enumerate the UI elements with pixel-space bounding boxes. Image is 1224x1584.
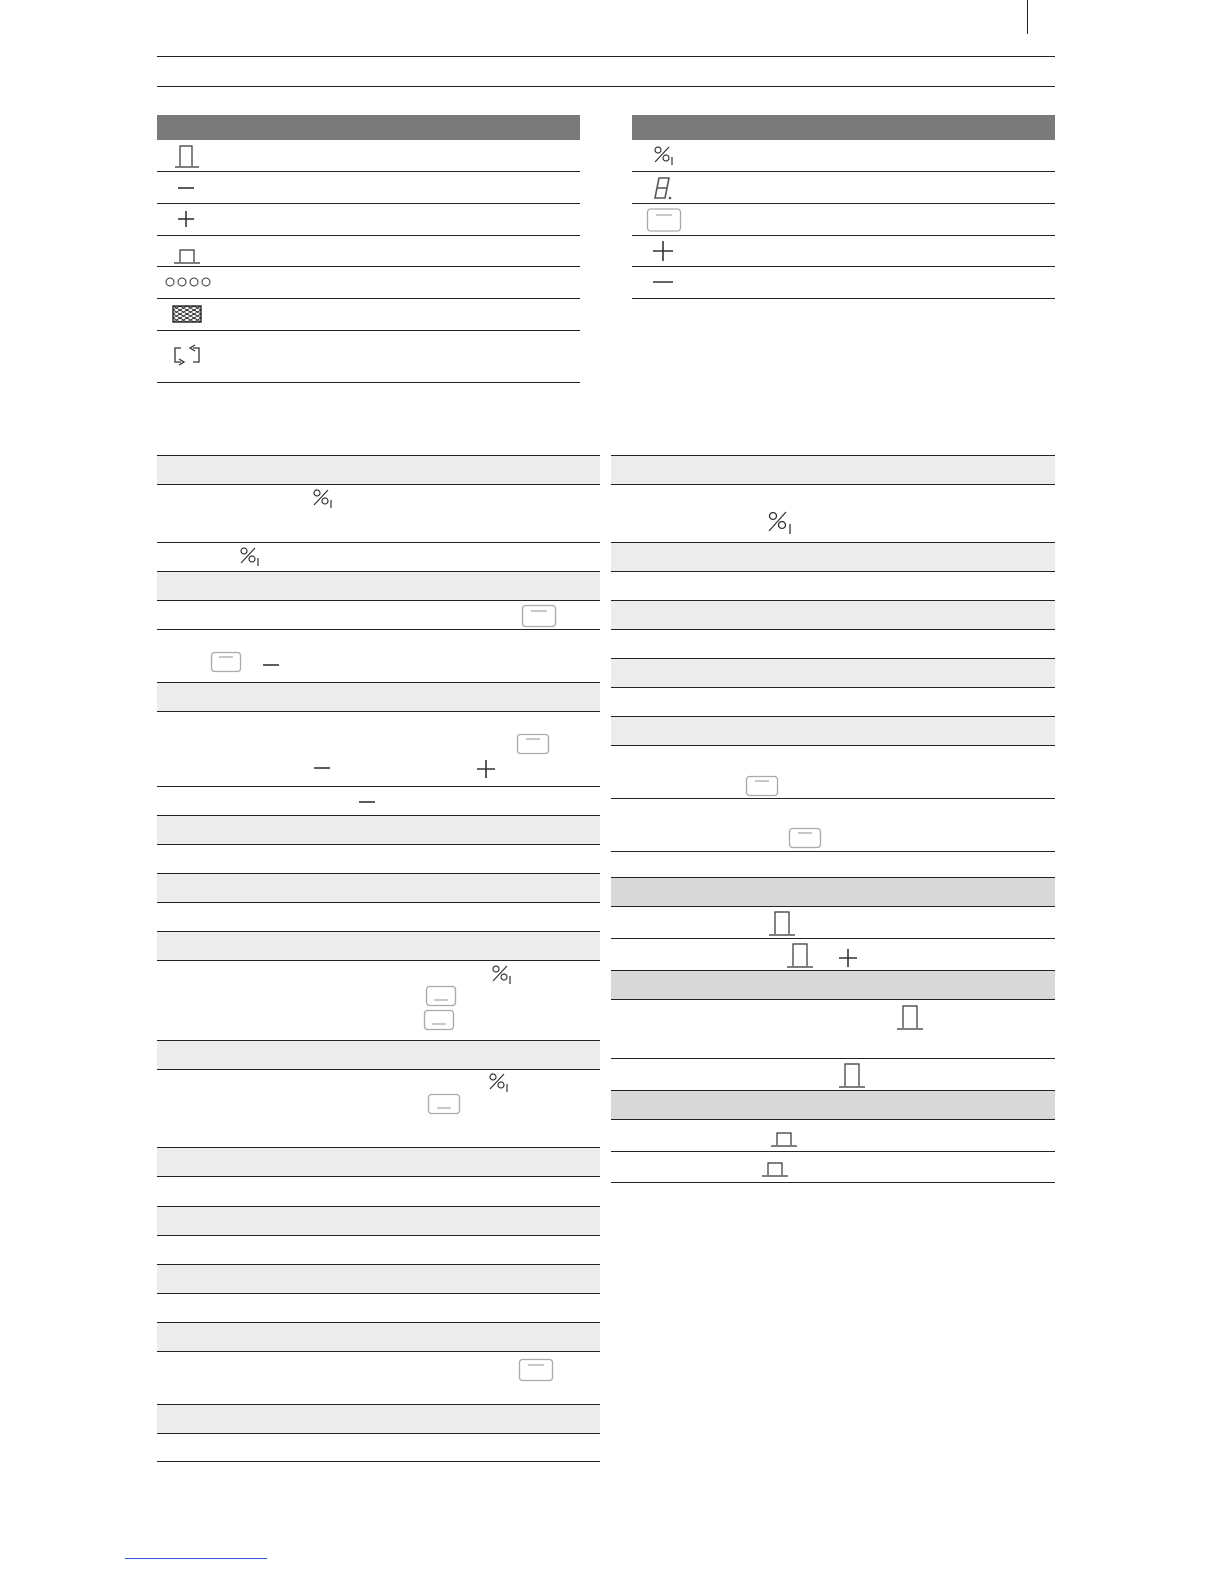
row-rule — [157, 1322, 600, 1323]
left-table-header — [157, 115, 580, 140]
on-off-icon — [238, 546, 262, 568]
row-rule — [157, 931, 600, 932]
section-band — [611, 543, 1055, 571]
section-band — [611, 601, 1055, 629]
row-rule — [157, 455, 600, 456]
row-rule — [157, 1235, 600, 1236]
section-band — [157, 456, 600, 484]
row-rule — [157, 1433, 600, 1434]
plus-icon — [476, 759, 496, 779]
row-rule — [157, 1147, 600, 1148]
plus-icon — [176, 209, 196, 229]
row-rule — [157, 542, 600, 543]
row-rule — [157, 235, 580, 236]
section-band — [611, 456, 1055, 484]
row-rule — [157, 711, 600, 712]
row-rule — [157, 1461, 600, 1462]
on-off-icon — [766, 510, 794, 536]
section-band — [611, 1091, 1055, 1119]
row-rule — [611, 999, 1055, 1000]
section-band — [157, 572, 600, 600]
plus-icon — [652, 240, 674, 262]
row-rule — [611, 938, 1055, 939]
row-rule — [157, 682, 600, 683]
display-button-icon — [646, 207, 682, 233]
door-open-icon — [768, 909, 796, 937]
row-rule — [157, 815, 600, 816]
row-rule — [157, 330, 580, 331]
on-off-icon — [487, 1072, 511, 1094]
plus-icon — [838, 948, 858, 968]
on-off-icon — [490, 964, 514, 986]
row-rule — [611, 716, 1055, 717]
row-rule — [632, 266, 1055, 267]
row-rule — [157, 1264, 600, 1265]
section-band — [157, 1405, 600, 1433]
section-band — [157, 816, 600, 844]
minus-icon — [262, 660, 280, 670]
section-band — [157, 1148, 600, 1176]
header-rule-top — [157, 56, 1055, 57]
row-rule — [611, 1119, 1055, 1120]
row-rule — [157, 1176, 600, 1177]
footnote-link-underline[interactable] — [125, 1558, 267, 1559]
minus-icon — [358, 797, 376, 807]
grid-pattern-icon — [172, 305, 202, 323]
display-button-icon — [521, 604, 557, 628]
row-rule — [611, 745, 1055, 746]
row-rule — [632, 298, 1055, 299]
door-open-icon — [786, 941, 814, 969]
seven-segment-digit-icon — [653, 176, 675, 202]
section-band — [611, 878, 1055, 906]
row-rule — [157, 571, 600, 572]
display-button-icon — [427, 1093, 461, 1115]
row-rule — [611, 798, 1055, 799]
row-rule — [157, 1351, 600, 1352]
door-closed-icon — [761, 1159, 789, 1177]
on-off-icon — [652, 145, 676, 167]
row-rule — [157, 844, 600, 845]
door-open-icon — [174, 143, 200, 169]
display-button-icon — [516, 733, 550, 755]
row-rule — [157, 786, 600, 787]
door-closed-icon — [173, 246, 201, 264]
row-rule — [611, 970, 1055, 971]
row-rule — [611, 484, 1055, 485]
row-rule — [611, 687, 1055, 688]
right-table-header — [632, 115, 1055, 140]
row-rule — [611, 1151, 1055, 1152]
section-band — [611, 659, 1055, 687]
row-rule — [632, 203, 1055, 204]
row-rule — [157, 873, 600, 874]
display-button-icon — [745, 775, 779, 797]
header-rule-bottom — [157, 86, 1055, 87]
section-band — [157, 1041, 600, 1069]
minus-icon — [652, 276, 674, 288]
row-rule — [157, 266, 580, 267]
row-rule — [157, 1404, 600, 1405]
door-closed-icon — [770, 1129, 798, 1147]
row-rule — [632, 235, 1055, 236]
row-rule — [611, 629, 1055, 630]
row-rule — [157, 1293, 600, 1294]
row-rule — [157, 1069, 600, 1070]
row-rule — [611, 571, 1055, 572]
row-rule — [157, 171, 580, 172]
row-rule — [157, 629, 600, 630]
section-band — [157, 1265, 600, 1293]
section-band — [157, 1323, 600, 1351]
row-rule — [157, 382, 580, 383]
display-button-icon — [423, 1009, 455, 1031]
row-rule — [157, 1206, 600, 1207]
row-rule — [611, 542, 1055, 543]
rotate-arrows-icon — [171, 344, 203, 368]
row-rule — [157, 484, 600, 485]
door-open-icon — [838, 1061, 866, 1089]
row-rule — [157, 600, 600, 601]
row-rule — [157, 203, 580, 204]
section-band — [157, 1207, 600, 1235]
row-rule — [157, 298, 580, 299]
row-rule — [611, 455, 1055, 456]
row-rule — [611, 851, 1055, 852]
section-band — [157, 683, 600, 711]
row-rule — [611, 658, 1055, 659]
section-band — [157, 932, 600, 960]
door-open-icon — [896, 1003, 924, 1031]
minus-icon — [176, 180, 196, 194]
on-off-icon — [311, 488, 335, 510]
row-rule — [611, 877, 1055, 878]
row-rule — [611, 1058, 1055, 1059]
row-rule — [157, 902, 600, 903]
minus-icon — [313, 763, 331, 773]
display-button-icon — [210, 651, 242, 673]
row-rule — [632, 171, 1055, 172]
row-rule — [611, 600, 1055, 601]
row-rule — [157, 1040, 600, 1041]
display-button-icon — [518, 1358, 554, 1382]
section-band — [157, 874, 600, 902]
row-rule — [157, 960, 600, 961]
section-band — [611, 971, 1055, 999]
section-band — [611, 717, 1055, 745]
row-rule — [611, 1090, 1055, 1091]
display-button-icon — [788, 827, 822, 849]
row-rule — [611, 906, 1055, 907]
row-rule — [611, 1182, 1055, 1183]
display-button-icon — [425, 985, 457, 1007]
page-corner-mark — [1027, 0, 1028, 34]
four-circles-icon — [163, 276, 213, 288]
